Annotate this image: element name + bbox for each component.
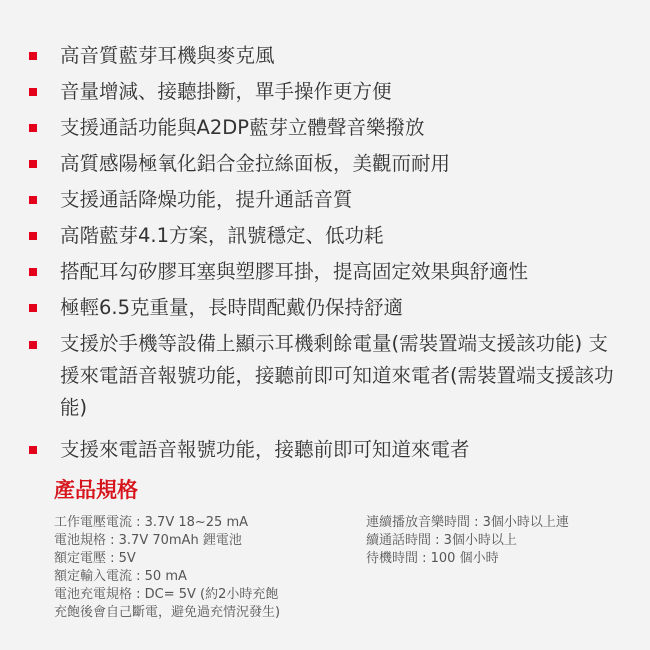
spec-column-left: [54, 514, 354, 622]
feature-list: [24, 38, 624, 468]
bullet-square-icon: [29, 52, 37, 60]
feature-item: [24, 218, 624, 254]
bullet-square-icon: [29, 268, 37, 276]
feature-item: [24, 254, 624, 290]
feature-item: [24, 290, 624, 326]
feature-text: 搭配耳勾矽膠耳塞與塑膠耳掛，提高固定效果與舒適性: [60, 260, 529, 283]
spec-line: 連續播放音樂時間 : 3個小時以上連: [366, 515, 569, 530]
feature-item: [24, 38, 624, 74]
feature-text: 音量增減、接聽掛斷，單手操作更方便: [60, 80, 392, 103]
feature-item: [24, 326, 624, 424]
feature-text: 極輕6.5克重量，長時間配戴仍保持舒適: [60, 296, 404, 319]
spec-line: 電池充電規格 : DC= 5V (約2小時充飽: [54, 587, 279, 602]
spec-column-right: [366, 514, 636, 568]
spec-line: 充飽後會自己斷電，避免過充情況發生): [54, 605, 281, 620]
feature-text: 支援通話降燥功能，提升通話音質: [60, 188, 353, 211]
bullet-square-icon: [29, 160, 37, 168]
bullet-square-icon: [29, 124, 37, 132]
bullet-square-icon: [29, 88, 37, 96]
feature-item: [24, 182, 624, 218]
spec-title: 產品規格: [54, 478, 138, 502]
bullet-square-icon: [29, 341, 37, 349]
spec-line: 工作電壓電流 : 3.7V 18~25 mA: [54, 515, 249, 530]
spec-line: 額定輸入電流 : 50 mA: [54, 569, 187, 584]
bullet-square-icon: [29, 196, 37, 204]
spec-line: 待機時間 : 100 個小時: [366, 551, 499, 566]
feature-item: [24, 432, 624, 468]
spec-line: 額定電壓 : 5V: [54, 551, 136, 566]
bullet-square-icon: [29, 304, 37, 312]
spec-line: 續通話時間 : 3個小時以上: [366, 533, 517, 548]
bullet-square-icon: [29, 232, 37, 240]
feature-text: 高質感陽極氧化鋁合金拉絲面板，美觀而耐用: [60, 152, 451, 175]
feature-item: [24, 146, 624, 182]
bullet-square-icon: [29, 446, 37, 454]
feature-text: 支援通話功能與A2DP藍芽立體聲音樂撥放: [60, 116, 425, 139]
feature-text: 高階藍芽4.1方案，訊號穩定、低功耗: [60, 224, 384, 247]
feature-text: 高音質藍芽耳機與麥克風: [60, 44, 275, 67]
feature-text: 支援於手機等設備上顯示耳機剩餘電量(需裝置端支援該功能) 支援來電語音報號功能，接聽前即可知道來電者(需裝置端支援該功能): [60, 332, 614, 419]
feature-item: [24, 74, 624, 110]
feature-item: [24, 110, 624, 146]
feature-text: 支援來電語音報號功能，接聽前即可知道來電者: [60, 438, 470, 461]
spec-line: 電池規格 : 3.7V 70mAh 鋰電池: [54, 533, 242, 548]
